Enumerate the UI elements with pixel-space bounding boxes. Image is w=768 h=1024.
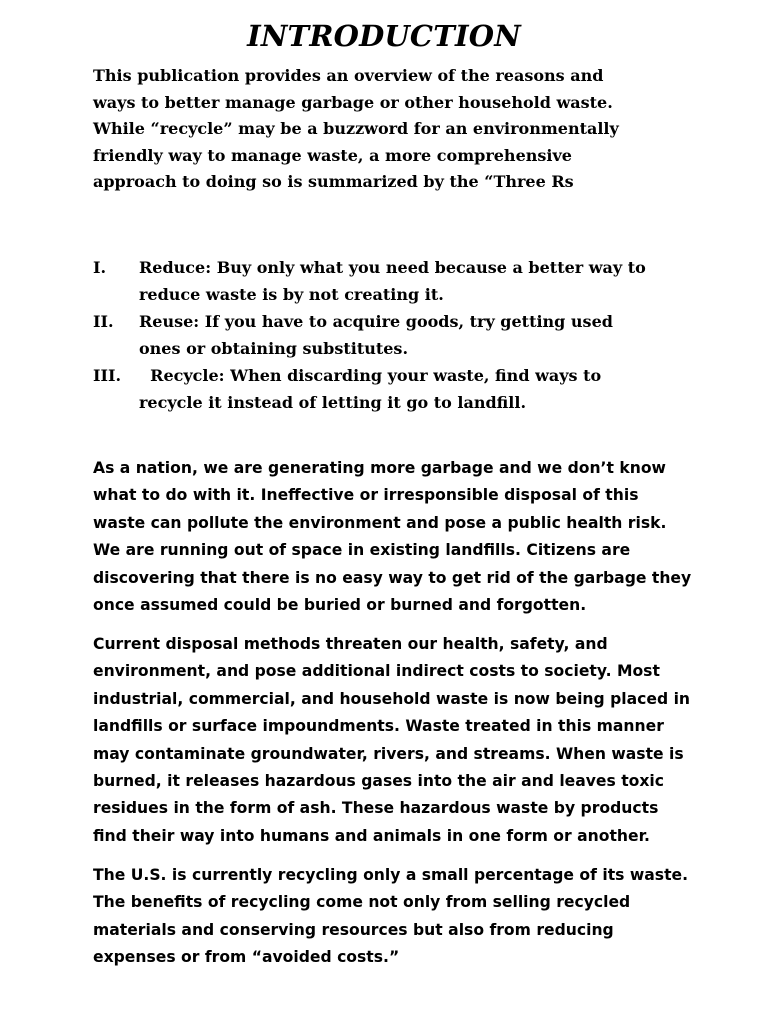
paragraph-line: may contaminate groundwater, rivers, and streams. When waste is	[93, 744, 684, 763]
paragraph-line: The benefits of recycling come not only from selling recycled	[93, 893, 631, 912]
paragraph-line: waste can pollute the environment and pose a public health risk.	[93, 513, 667, 532]
intro-paragraph	[93, 63, 693, 196]
page-title: INTRODUCTION	[247, 19, 521, 53]
intro-line: ways to better manage garbage or other household waste.	[93, 92, 613, 112]
paragraph-line: landfills or surface impoundments. Waste treated in this manner	[93, 717, 664, 736]
paragraph-line: expenses or from “avoided costs.”	[93, 948, 400, 967]
intro-line: This publication provides an overview of the reasons and	[93, 66, 604, 85]
list-item-text	[139, 309, 693, 362]
list-item-line: ones or obtaining substitutes.	[139, 338, 409, 358]
paragraph-line: find their way into humans and animals in one form or another.	[93, 826, 650, 845]
three-rs-list	[93, 255, 693, 416]
body-paragraph-disposal	[93, 631, 713, 850]
list-item-reduce	[93, 255, 693, 308]
paragraph-line: discovering that there is no easy way to get rid of the garbage they	[93, 568, 692, 587]
list-item-text	[139, 363, 693, 416]
list-item-recycle	[93, 363, 693, 416]
list-item-line: reduce waste is by not creating it.	[139, 284, 444, 304]
list-numeral: III.	[93, 366, 122, 385]
paragraph-line: once assumed could be buried or burned and forgotten.	[93, 596, 587, 615]
intro-line: friendly way to manage waste, a more comprehensive	[93, 145, 572, 165]
list-item-text	[139, 255, 693, 308]
list-numeral: II.	[93, 312, 114, 331]
paragraph-line: residues in the form of ash. These hazardous waste by products	[93, 799, 659, 818]
list-item-line: recycle it instead of letting it go to landfill.	[139, 392, 527, 412]
paragraph-line: what to do with it. Ineffective or irresponsible disposal of this	[93, 486, 639, 505]
list-item-line: Reuse: If you have to acquire goods, try getting used	[139, 312, 613, 331]
paragraph-line: As a nation, we are generating more garbage and we don’t know	[93, 459, 666, 477]
list-item-line: Recycle: When discarding your waste, find ways to	[139, 366, 602, 385]
paragraph-line: environment, and pose additional indirect costs to society. Most	[93, 662, 660, 681]
paragraph-line: burned, it releases hazardous gases into the air and leaves toxic	[93, 772, 665, 791]
body-paragraph-recycling	[93, 862, 713, 972]
paragraph-line: materials and conserving resources but also from reducing	[93, 920, 614, 939]
paragraph-line: Current disposal methods threaten our health, safety, and	[93, 635, 608, 653]
paragraph-line: The U.S. is currently recycling only a small percentage of its waste.	[93, 866, 689, 884]
intro-line: While “recycle” may be a buzzword for an environmentally	[93, 119, 619, 138]
intro-line: approach to doing so is summarized by the “Three Rs	[93, 172, 574, 191]
paragraph-line: We are running out of space in existing landfills. Citizens are	[93, 541, 631, 560]
list-numeral: I.	[93, 258, 107, 277]
body-paragraph-garbage	[93, 455, 713, 619]
list-item-reuse	[93, 309, 693, 362]
paragraph-line: industrial, commercial, and household waste is now being placed in	[93, 689, 691, 708]
list-item-line: Reduce: Buy only what you need because a better way to	[139, 258, 646, 277]
